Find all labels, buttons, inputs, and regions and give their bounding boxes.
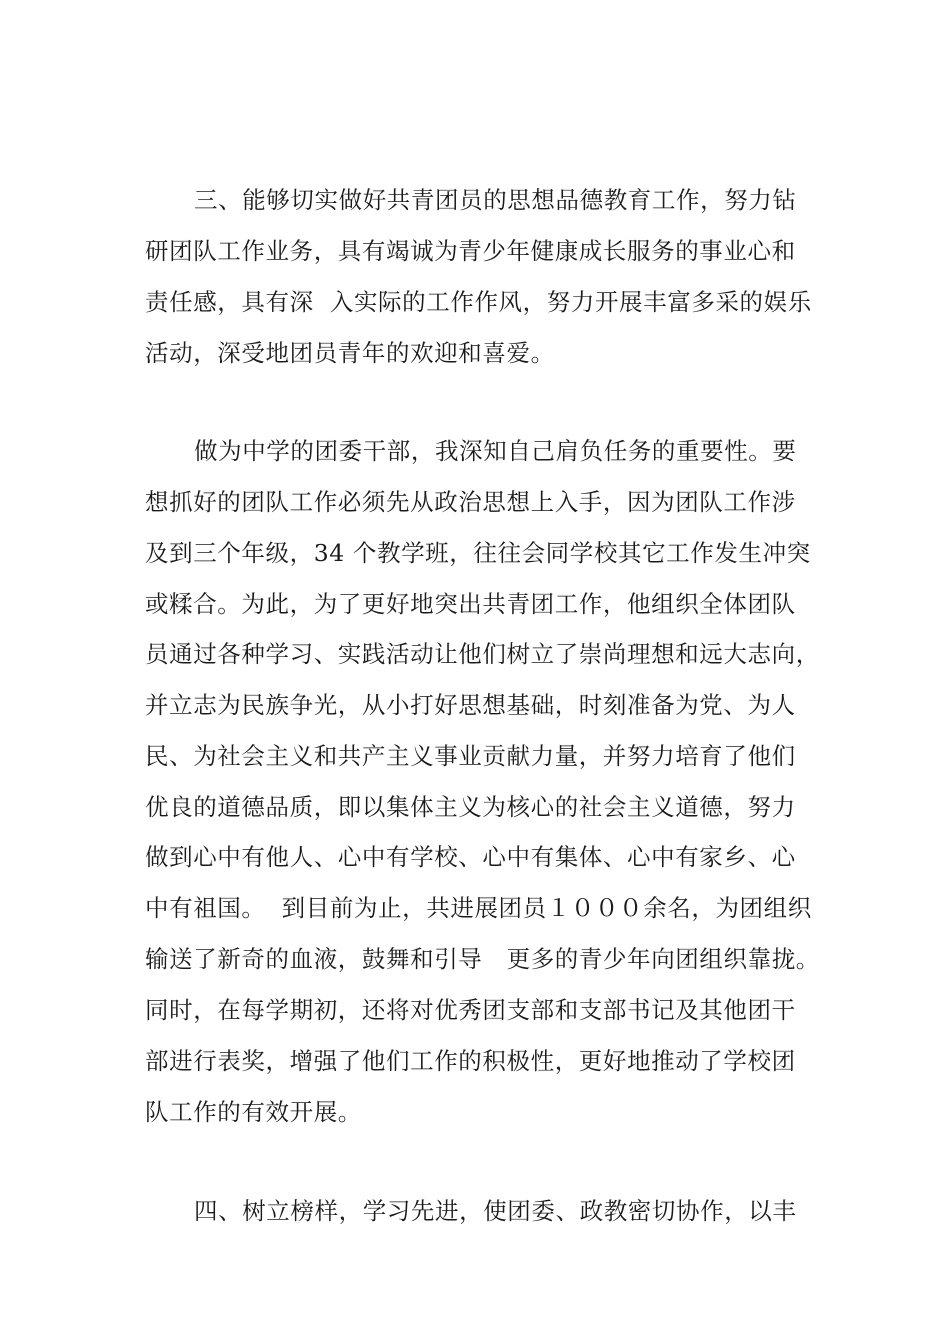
- text-line: 并立志为民族争光，从小打好思想基础，时刻准备为党、为人: [145, 691, 796, 719]
- text-line: 优良的道德品质，即以集体主义为核心的社会主义道德，努力: [145, 793, 796, 821]
- text-line: 想抓好的团队工作必须先从政治思想上入手，因为团队工作涉: [145, 488, 796, 516]
- text-line: 做为中学的团委干部，我深知自己肩负任务的重要性。要: [194, 437, 797, 465]
- text-line: 活动，深受地团员青年的欢迎和喜爱。: [145, 339, 555, 367]
- text-line: 部进行表奖，增强了他们工作的积极性，更好地推动了学校团: [145, 1047, 796, 1075]
- text-line: 输送了新奇的血液，鼓舞和引导 更多的青少年向团组织靠拢。: [145, 945, 820, 973]
- text-line: 员通过各种学习、实践活动让他们树立了崇尚理想和远大志向，: [145, 640, 820, 668]
- text-line: 三、能够切实做好共青团员的思想品德教育工作，努力钻: [194, 186, 797, 214]
- text-line: 队工作的有效开展。: [145, 1098, 362, 1126]
- text-line: 民、为社会主义和共产主义事业贡献力量，并努力培育了他们: [145, 742, 796, 770]
- text-line: 中有祖国。 到目前为止，共进展团员１０００余名，为团组织: [145, 894, 812, 922]
- text-line: 四、树立榜样，学习先进，使团委、政教密切协作，以丰: [194, 1197, 797, 1225]
- text-line: 同时，在每学期初，还将对优秀团支部和支部书记及其他团干: [145, 996, 796, 1024]
- text-line: 或糅合。为此，为了更好地突出共青团工作，他组织全体团队: [145, 590, 796, 618]
- text-line: 做到心中有他人、心中有学校、心中有集体、心中有家乡、心: [145, 843, 796, 871]
- text-line: 及到三个年级，34 个教学班，往往会同学校其它工作发生冲突: [145, 539, 811, 567]
- text-line: 责任感，具有深 入实际的工作作风，努力开展丰富多采的娱乐: [145, 288, 812, 316]
- text-line: 研团队工作业务，具有竭诚为青少年健康成长服务的事业心和: [145, 237, 796, 265]
